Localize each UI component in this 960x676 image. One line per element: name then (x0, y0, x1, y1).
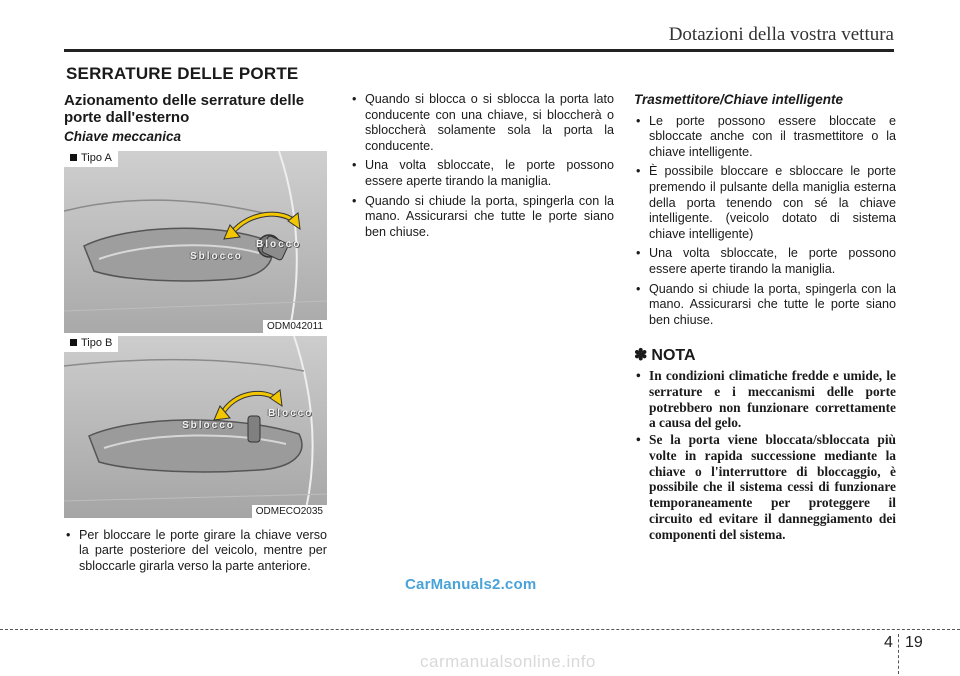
figure-b-badge (64, 336, 118, 352)
figure-a-code: ODM042011 (263, 320, 327, 333)
col3-bullet-list (634, 114, 896, 329)
column-3 (634, 92, 896, 544)
footer-rule (0, 629, 960, 630)
figure-b-lock-label: Blocco (268, 407, 314, 419)
section-title: SERRATURE DELLE PORTE (66, 64, 299, 83)
list-item: • Quando si chiude la porta, spingerla con la mano. Assicurarsi che tutte le porte siano ben chiuse. (634, 282, 896, 329)
watermark-link[interactable]: CarManuals2.com (405, 576, 537, 593)
column-1 (64, 92, 327, 578)
note-list (634, 368, 896, 543)
list-item: • Quando si blocca o si sblocca la porta lato conducente con una chiave, si bloccherà o sbloccherà solamente sola la porta la conducente. (350, 92, 614, 154)
header-rule (64, 49, 894, 52)
asterisk-note-icon: ✽ (634, 347, 648, 365)
list-item: • Una volta sbloccate, le porte possono essere aperte tirando la maniglia. (350, 158, 614, 189)
figure-type-b (64, 336, 327, 518)
figure-a-badge (64, 151, 118, 167)
list-item: • Una volta sbloccate, le porte possono essere aperte tirando la maniglia. (634, 246, 896, 277)
figure-b-type-label: Tipo B (81, 336, 113, 349)
note-item: • Se la porta viene bloccata/sbloccata più volte in rapida successione mediante la chiave o l'interruttore di bloccaggio, è possibile che il sistema cessi di funzionare temporaneamente per proteggere il circuito ed evitare il danneggiamento dei componenti del sistema. (634, 432, 896, 543)
chapter-number: 4 (884, 634, 893, 651)
list-item: • Quando si chiude la porta, spingerla con la mano. Assicurarsi che tutte le porte siano ben chiuse. (350, 194, 614, 241)
figure-a-type-label: Tipo A (81, 151, 112, 164)
note-item: • In condizioni climatiche fredde e umide, le serrature e i meccanismi delle porte potrebbero non funzionare correttamente a causa del gelo. (634, 368, 896, 431)
heading-external-locking: Azionamento delle serrature delle porte dall'esterno (64, 92, 305, 126)
page-number-divider (898, 634, 899, 674)
site-watermark: carmanualsonline.info (420, 652, 596, 671)
subheading-smart-key: Trasmettitore/Chiave intelligente (634, 92, 844, 107)
list-item: • Per bloccare le porte girare la chiave verso la parte posteriore del veicolo, mentre per sbloccarle girarla verso la parte anteriore. (64, 528, 327, 575)
square-bullet-icon (70, 339, 77, 346)
col2-bullet-list (350, 92, 614, 240)
note-title: NOTA (651, 347, 696, 365)
figure-a-lock-label: Blocco (256, 238, 302, 250)
figure-type-a (64, 151, 327, 333)
figure-a-unlock-label: Sblocco (190, 250, 243, 262)
figure-b-unlock-label: Sblocco (182, 419, 235, 431)
col1-bullet-list (64, 528, 327, 575)
subheading-mechanical-key: Chiave meccanica (64, 129, 182, 144)
square-bullet-icon (70, 154, 77, 161)
page-number: 19 (905, 634, 923, 651)
figure-b-code: ODMECO2035 (252, 505, 327, 518)
list-item: • È possibile bloccare e sbloccare le porte premendo il pulsante della maniglia esterna della porta tenendo con sé la chiave intelligente. (veicolo dotato di sistema chiave intelligente) (634, 164, 896, 242)
note-heading (634, 348, 896, 364)
running-header-title: Dotazioni della vostra vettura (668, 24, 894, 45)
list-item: • Le porte possono essere bloccate e sbloccate anche con il trasmettitore o la chiave intelligente. (634, 114, 896, 161)
column-2 (350, 92, 614, 244)
